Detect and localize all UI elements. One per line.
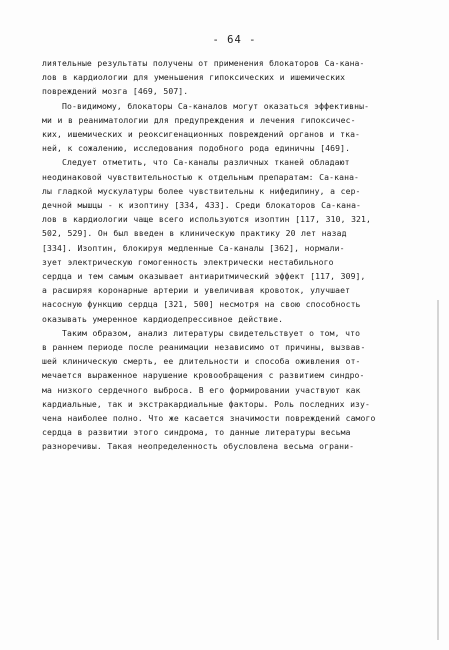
text-line: По-видимому, блокаторы Са-каналов могут оказаться эффективны- (62, 100, 370, 111)
text-line: сердца в развитии этого синдрома, то данные литературы весьма (42, 427, 351, 438)
text-line: оказывать умеренное кардиодепрессивное действие. (42, 313, 284, 324)
text-line: Следует отметить, что Са-каналы различных тканей обладают (62, 157, 350, 168)
text-line: неодинаковой чувствительностью к отдельным препаратам: Са-кана- (42, 171, 360, 182)
scan-edge-shadow (437, 300, 439, 640)
text-line: лов в кардиологии для уменьшения гипоксических и ишемических (42, 72, 346, 83)
text-line: а расширяя коронарные артерии и увеличивая кровоток, улучшает (42, 285, 351, 296)
text-line: чена наиболее полно. Что же касается значимости повреждений самого (42, 413, 376, 424)
text-line: шей клиническую смерть, ее длительности и способа оживления от- (42, 356, 361, 367)
text-line: лы гладкой мускулатуры более чувствительны к нифедипину, а сер- (42, 185, 361, 196)
page-number: - 64 - (212, 34, 257, 46)
text-line: ми и в реаниматологии для предупреждения и лечения гипоксичес- (42, 114, 356, 125)
text-line: ней, к сожалению, исследования подобного рода единичны [469]. (42, 143, 351, 154)
text-line: зует электрическую гомогенность электрически нестабильного (42, 256, 334, 267)
text-line: Таким образом, анализ литературы свидетельствует о том, что (62, 327, 361, 338)
text-line: повреждений мозга [469, 507]. (42, 86, 189, 97)
text-line: 502, 529]. Он был введен в клиническую практику 20 лет назад (42, 228, 347, 239)
text-line: насосную функцию сердца [321, 500] несмотря на свою способность (42, 299, 361, 310)
text-line: [334]. Изоптин, блокируя медленные Са-каналы [362], нормали- (42, 242, 345, 253)
text-line: кардиальные, так и экстракардиальные факторы. Роль последних изу- (42, 398, 371, 409)
body-text (42, 56, 412, 454)
text-line: мечается выраженное нарушение кровообращения с развитием синдро- (42, 370, 365, 381)
text-line: в раннем периоде после реанимации независимо от причины, вызвав- (42, 342, 366, 353)
text-line: лиятельные результаты получены от применения блокаторов Са-кана- (42, 58, 365, 68)
text-line: дечной мышцы - к изоптину [334, 433]. Среди блокаторов Са-кана- (42, 200, 362, 211)
text-line: разноречивы. Такая неопределенность обусловлена весьма ограни- (42, 441, 355, 452)
text-line: ма низкого сердечного выброса. В его формировании участвуют как (42, 384, 361, 395)
text-line: лов в кардиологии чаще всего используются изоптин [117, 310, 321, (42, 214, 372, 225)
text-line: сердца и тем самым оказывает антиаритмический эффект [117, 309], (42, 271, 366, 282)
text-line: ких, ишемических и реоксигенационных повреждений органов и тка- (42, 129, 361, 140)
